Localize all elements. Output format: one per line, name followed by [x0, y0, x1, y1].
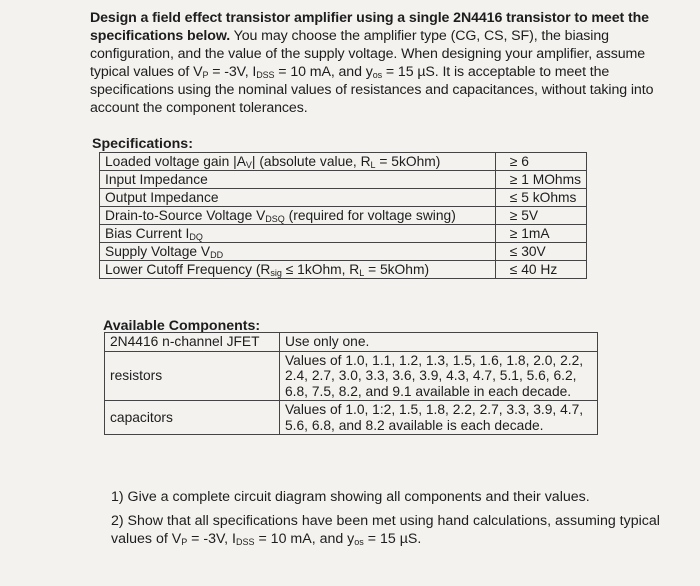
table-row — [105, 401, 598, 435]
components-table — [104, 332, 598, 435]
spec-value: ≥ 6 — [495, 153, 586, 171]
specifications-title: Specifications: — [92, 136, 193, 152]
table-row — [100, 261, 587, 279]
spec-value: ≥ 1 MOhms — [495, 171, 586, 189]
intro-text: You may choose the amplifier type (CG, CS, SF), the biasing configuration, and the value of the supply voltage. When designing your amplifier, assume typical values of V — [90, 28, 645, 80]
table-row — [100, 153, 587, 171]
table-row — [100, 225, 587, 243]
idss-subscript: DSS — [256, 70, 275, 80]
component-value: Use only one. — [280, 333, 598, 352]
table-row — [100, 243, 587, 261]
question-1: 1) Give a complete circuit diagram showing all components and their values. — [111, 489, 590, 505]
spec-value: ≤ 40 Hz — [495, 261, 586, 279]
table-row — [100, 189, 587, 207]
vp-subscript: P — [202, 70, 209, 80]
spec-value: ≥ 1mA — [495, 225, 586, 243]
vp-value: = -3V, I — [208, 64, 257, 80]
spec-value: ≤ 5 kOhms — [495, 189, 586, 207]
spec-value: ≥ 5V — [495, 207, 586, 225]
spec-value: ≤ 30V — [495, 243, 586, 261]
component-label: resistors — [105, 351, 280, 401]
table-row — [100, 207, 587, 225]
table-row — [100, 171, 587, 189]
table-row — [105, 351, 598, 401]
component-value: Values of 1.0, 1:2, 1.5, 1.8, 2.2, 2.7, 3.3, 3.9, 4.7, 5.6, 6.8, and 8.2 available is each decade. — [280, 401, 598, 435]
spec-label: Loaded voltage gain $|A_V|$ (absolute value, $R_L$ = 5kOhm) — [100, 153, 496, 171]
component-value: Values of 1.0, 1.1, 1.2, 1.3, 1.5, 1.6, 1.8, 2.0, 2.2, 2.4, 2.7, 3.0, 3.3, 3.6, 3.9, 4.3, 4.7, 5.1, 5.6, 6.2, 6.8, 7.5, 8.2, and 9.1 available in each decade. — [280, 351, 598, 401]
yos-subscript: os — [372, 70, 383, 80]
question-2: 2) Show that all specifications have been met using hand calculations, assuming typical values of $V_P = -3V$, $I_{DSS} = 10$ mA, and $y_{os} = 15$ µS. — [111, 513, 660, 547]
yos-value: = 15 µS. It is acceptable to meet the specifications using the nominal values of resistances and capacitances, without taking into account the component tolerances. — [90, 64, 654, 116]
component-label: capacitors — [105, 401, 280, 435]
spec-label: Lower Cutoff Frequency ($R_{sig}$ ≤ 1kOhm, $R_L$ = 5kOhm) — [100, 261, 496, 279]
intro-bold-text: Design a field effect transistor amplifier using a single 2N4416 transistor to meet the specifications below. — [90, 10, 649, 44]
table-row — [105, 333, 598, 352]
components-title: Available Components: — [103, 318, 261, 334]
spec-label: Drain-to-Source Voltage $V_{DSQ}$ (required for voltage swing) — [100, 207, 496, 225]
idss-value: = 10 mA, and y — [274, 64, 373, 80]
intro-paragraph — [90, 9, 680, 117]
spec-label: Supply Voltage $V_{DD}$ — [100, 243, 496, 261]
spec-label: Bias Current $I_{DQ}$ — [100, 225, 496, 243]
spec-label: Output Impedance — [100, 189, 496, 207]
component-label: 2N4416 n-channel JFET — [105, 333, 280, 352]
specifications-table — [99, 152, 587, 279]
spec-label: Input Impedance — [100, 171, 496, 189]
